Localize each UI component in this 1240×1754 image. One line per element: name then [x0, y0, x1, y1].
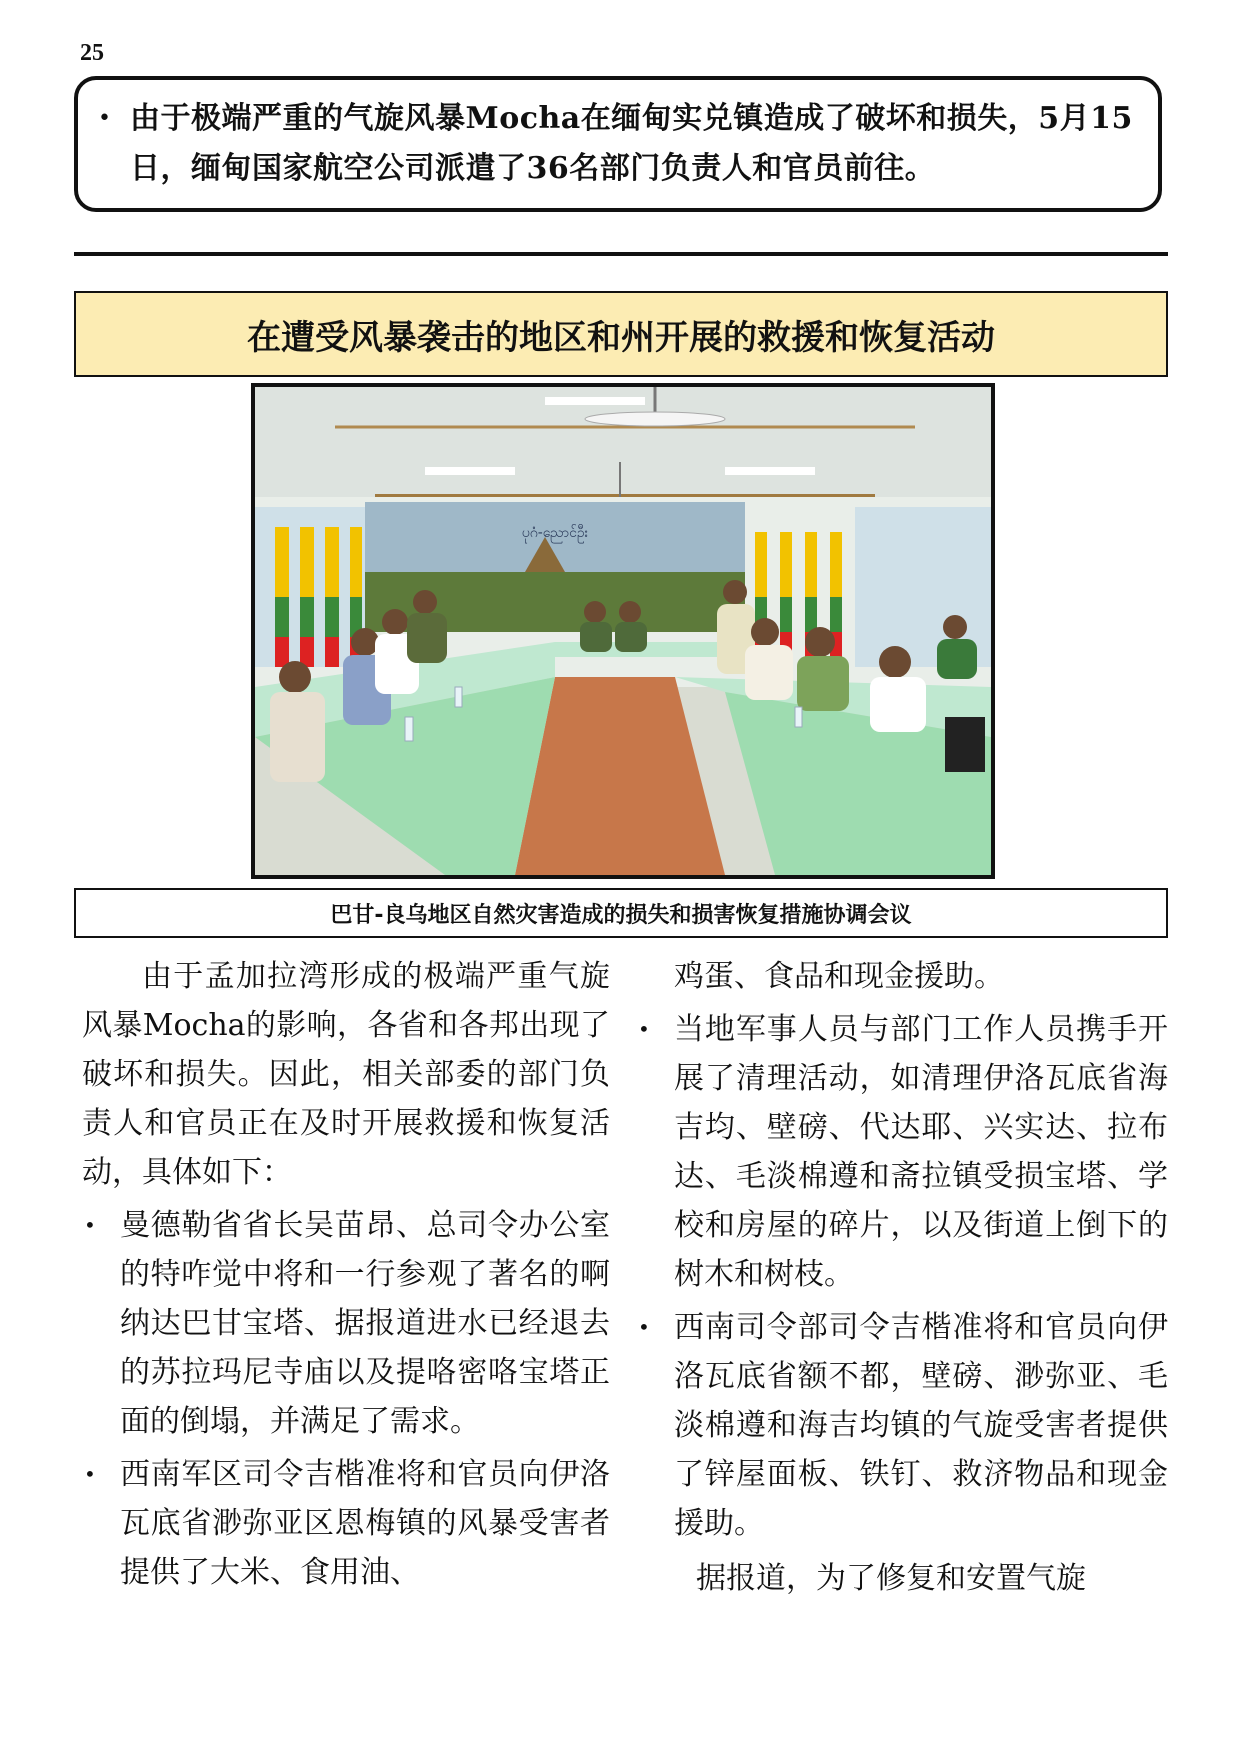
laptop-icon	[945, 717, 985, 772]
bullet-icon: •	[84, 1462, 96, 1486]
ceiling-light	[545, 397, 645, 405]
ceiling-light	[725, 467, 815, 475]
intro-paragraph: 由于孟加拉湾形成的极端严重气旋风暴Mocha的影响，各省和各邦出现了破坏和损失。因此，相关部委的部门负责人和官员正在及时开展救援和恢复活动，具体如下：	[82, 959, 610, 1190]
section-heading: 在遭受风暴袭击的地区和州开展的救援和恢复活动	[247, 317, 995, 358]
continuation-text: 鸡蛋、食品和现金援助。	[674, 959, 1004, 994]
left-column	[82, 952, 610, 1601]
ceiling-light	[425, 467, 515, 475]
page-number: 25	[80, 40, 104, 66]
bottle-icon	[405, 717, 413, 741]
list-item-text: 曼德勒省省长吴苗昂、总司令办公室的特咋觉中将和一行参观了著名的啊纳达巴甘宝塔、据报道进水已经退去的苏拉玛尼寺庙以及提咯密咯宝塔正面的倒塌，并满足了需求。	[120, 1208, 610, 1439]
bullet-icon: •	[98, 106, 111, 131]
bottle-icon	[455, 687, 462, 707]
list-item-text: 当地军事人员与部门工作人员携手开展了清理活动，如清理伊洛瓦底省海吉均、壁磅、代达耶、兴实达、拉布达、毛淡棉遵和斋拉镇受损宝塔、学校和房屋的碎片，以及街道上倒下的树木和树枝。	[674, 1012, 1168, 1292]
list-item-text: 西南军区司令吉楷准将和官员向伊洛瓦底省渺弥亚区恩梅镇的风暴受害者提供了大米、食用油、	[120, 1457, 610, 1590]
photo-caption-box	[74, 888, 1168, 938]
section-heading-box	[74, 291, 1168, 377]
list-item	[636, 1303, 1168, 1548]
list-item	[82, 1450, 610, 1597]
banner-text: ပုဂံ-ညောင်ဦး	[521, 525, 589, 541]
list-item	[636, 1005, 1168, 1299]
right-column	[636, 952, 1168, 1603]
list-item	[82, 1201, 610, 1446]
horizontal-divider	[74, 252, 1168, 256]
bullet-icon: •	[638, 1315, 650, 1339]
closing-paragraph: 据报道，为了修复和安置气旋	[696, 1561, 1086, 1596]
highlight-box	[74, 76, 1162, 212]
left-bullet-list	[82, 1201, 610, 1597]
bullet-icon: •	[638, 1017, 650, 1041]
photo-caption: 巴甘-良乌地区自然灾害造成的损失和损害恢复措施协调会议	[330, 902, 912, 928]
meeting-photo	[251, 383, 995, 879]
list-item-text: 西南司令部司令吉楷准将和官员向伊洛瓦底省额不都，壁磅、渺弥亚、毛淡棉遵和海吉均镇的气旋受害者提供了锌屋面板、铁钉、救济物品和现金援助。	[674, 1310, 1168, 1541]
photo-illustration	[255, 387, 991, 875]
bullet-icon: •	[84, 1213, 96, 1237]
right-bullet-list	[636, 1005, 1168, 1548]
highlight-text: 由于极端严重的气旋风暴Mocha在缅甸实兑镇造成了破坏和损失，5月15日，缅甸国家航空公司派遣了36名部门负责人和官员前往。	[130, 101, 1133, 186]
bottle-icon	[795, 707, 802, 727]
